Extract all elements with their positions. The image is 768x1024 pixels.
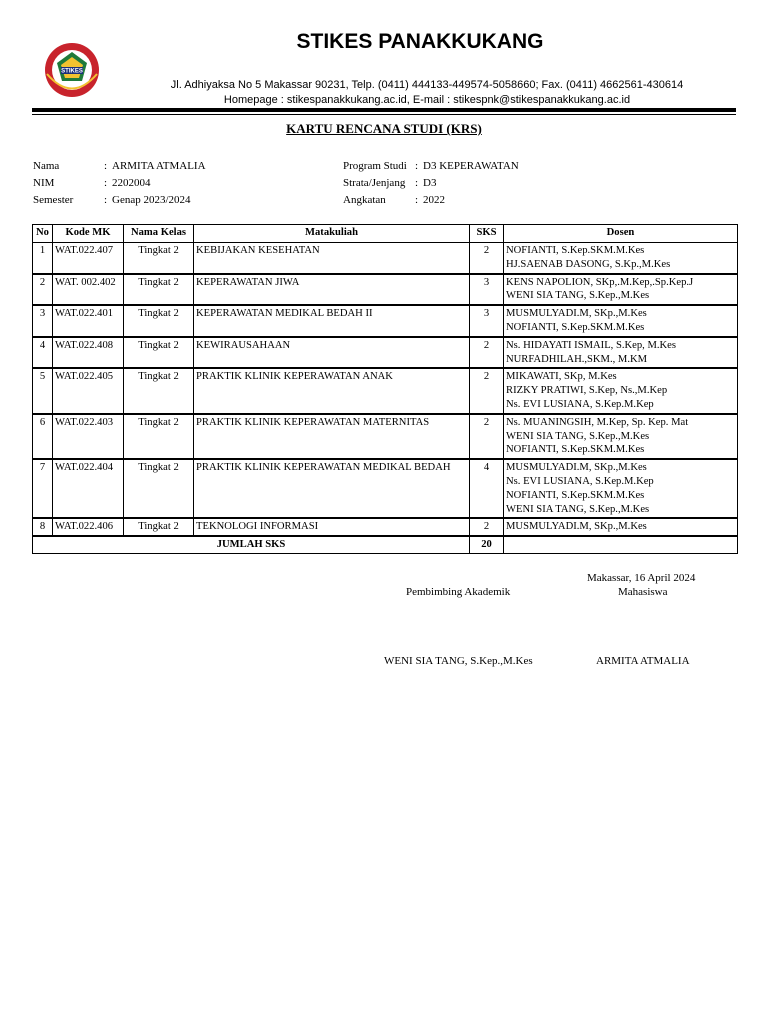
cell-kode-mk: WAT.022.405 <box>53 368 124 413</box>
cell-no: 6 <box>33 414 53 459</box>
info-row-strata <box>343 175 519 192</box>
cell-no: 4 <box>33 337 53 369</box>
dosen-name: WENI SIA TANG, S.Kep.,M.Kes <box>506 503 650 515</box>
advisor-name: WENI SIA TANG, S.Kep.,M.Kes <box>384 655 533 667</box>
cell-kode-mk: WAT.022.403 <box>53 414 124 459</box>
dosen-name: NOFIANTI, S.Kep.SKM.M.Kes <box>506 444 645 456</box>
info-row-angkatan <box>343 192 519 209</box>
cell-dosen <box>504 459 738 518</box>
total-sks: 20 <box>470 536 504 553</box>
krs-table <box>32 224 738 554</box>
info-separator: : <box>104 177 108 189</box>
dosen-name: Ns. HIDAYATI ISMAIL, S.Kep, M.Kes <box>506 339 676 351</box>
student-name: ARMITA ATMALIA <box>596 655 690 667</box>
header-sks: SKS <box>470 225 504 243</box>
table-row <box>33 459 738 518</box>
cell-sks: 2 <box>470 414 504 459</box>
dosen-name: KENS NAPOLION, SKp,.M.Kep,.Sp.Kep.J <box>506 276 694 288</box>
table-row <box>33 243 738 274</box>
total-empty-cell <box>504 536 738 553</box>
cell-sks: 2 <box>470 243 504 274</box>
header-kode-mk: Kode MK <box>53 225 124 243</box>
info-separator: : <box>415 177 419 189</box>
document-title: KARTU RENCANA STUDI (KRS) <box>286 121 482 136</box>
info-separator: : <box>104 160 108 172</box>
cell-nama-kelas: Tingkat 2 <box>124 305 194 337</box>
info-value: Genap 2023/2024 <box>112 194 191 206</box>
cell-sks: 3 <box>470 305 504 337</box>
cell-dosen <box>504 518 738 536</box>
info-label: Nama <box>33 160 60 172</box>
cell-no: 8 <box>33 518 53 536</box>
info-row-semester <box>33 192 206 209</box>
dosen-name: WENI SIA TANG, S.Kep.,M.Kes <box>506 290 650 302</box>
cell-matakuliah: KEWIRAUSAHAAN <box>194 337 470 369</box>
cell-matakuliah: KEBIJAKAN KESEHATAN <box>194 243 470 274</box>
info-row-nama <box>33 158 206 175</box>
sign-place-date: Makassar, 16 April 2024 <box>587 572 696 584</box>
info-separator: : <box>415 160 419 172</box>
student-info-left <box>33 158 206 209</box>
header-matakuliah: Matakuliah <box>194 225 470 243</box>
institution-contact: Homepage : stikespanakkukang.ac.id, E-mail : stikespnk@stikespanakkukang.ac.id <box>223 94 631 106</box>
header-no: No <box>33 225 53 243</box>
table-row <box>33 274 738 306</box>
cell-kode-mk: WAT.022.401 <box>53 305 124 337</box>
header-dosen: Dosen <box>504 225 738 243</box>
dosen-name: WENI SIA TANG, S.Kep.,M.Kes <box>506 430 650 442</box>
dosen-name: RIZKY PRATIWI, S.Kep, Ns.,M.Kep <box>506 385 668 397</box>
cell-dosen <box>504 414 738 459</box>
cell-matakuliah: KEPERAWATAN JIWA <box>194 274 470 306</box>
info-label: Angkatan <box>343 194 386 206</box>
dosen-name: Ns. MUANINGSIH, M.Kep, Sp. Kep. Mat <box>506 416 689 428</box>
dosen-name: MUSMULYADI.M, SKp.,M.Kes <box>506 521 647 533</box>
table-header-row <box>33 225 738 243</box>
svg-text:STIKES: STIKES <box>61 68 83 75</box>
cell-matakuliah: KEPERAWATAN MEDIKAL BEDAH II <box>194 305 470 337</box>
dosen-name: MIKAWATI, SKp, M.Kes <box>506 371 617 383</box>
cell-no: 2 <box>33 274 53 306</box>
info-label: Semester <box>33 194 74 206</box>
cell-no: 3 <box>33 305 53 337</box>
info-value: D3 <box>423 177 437 189</box>
cell-dosen <box>504 305 738 337</box>
table-total-row <box>33 536 738 553</box>
cell-sks: 4 <box>470 459 504 518</box>
dosen-name: NOFIANTI, S.Kep.SKM.M.Kes <box>506 321 645 333</box>
info-value: 2022 <box>423 194 445 206</box>
cell-matakuliah: PRAKTIK KLINIK KEPERAWATAN MEDIKAL BEDAH <box>194 459 470 518</box>
total-label: JUMLAH SKS <box>33 536 470 553</box>
info-row-program-studi <box>343 158 519 175</box>
dosen-name: NOFIANTI, S.Kep.SKM.M.Kes <box>506 489 645 501</box>
info-row-nim <box>33 175 206 192</box>
cell-sks: 2 <box>470 337 504 369</box>
table-row <box>33 337 738 369</box>
info-value: D3 KEPERAWATAN <box>423 160 519 172</box>
table-row <box>33 368 738 413</box>
cell-matakuliah: PRAKTIK KLINIK KEPERAWATAN MATERNITAS <box>194 414 470 459</box>
institution-name: STIKES PANAKKUKANG <box>296 30 544 53</box>
institution-logo <box>37 41 107 99</box>
institution-address: Jl. Adhiyaksa No 5 Makassar 90231, Telp. (0411) 444133-449574-5058660; Fax. (0411) 4662561-430614 <box>170 79 684 91</box>
table-row <box>33 305 738 337</box>
table-row <box>33 518 738 536</box>
info-separator: : <box>415 194 419 206</box>
cell-nama-kelas: Tingkat 2 <box>124 337 194 369</box>
cell-sks: 2 <box>470 518 504 536</box>
dosen-name: Ns. EVI LUSIANA, S.Kep.M.Kep <box>506 475 654 487</box>
cell-dosen <box>504 337 738 369</box>
cell-nama-kelas: Tingkat 2 <box>124 414 194 459</box>
cell-nama-kelas: Tingkat 2 <box>124 274 194 306</box>
dosen-name: MUSMULYADI.M, SKp.,M.Kes <box>506 308 647 320</box>
info-label: NIM <box>33 177 55 189</box>
header-rule-thin <box>32 114 736 115</box>
student-info-right <box>343 158 519 209</box>
dosen-name: MUSMULYADI.M, SKp.,M.Kes <box>506 462 647 474</box>
info-label: Program Studi <box>343 160 407 172</box>
cell-sks: 3 <box>470 274 504 306</box>
dosen-name: NOFIANTI, S.Kep.SKM.M.Kes <box>506 245 645 256</box>
cell-matakuliah: PRAKTIK KLINIK KEPERAWATAN ANAK <box>194 368 470 413</box>
cell-no: 1 <box>33 243 53 274</box>
cell-dosen <box>504 243 738 274</box>
info-separator: : <box>104 194 108 206</box>
cell-dosen <box>504 274 738 306</box>
cell-sks: 2 <box>470 368 504 413</box>
student-label: Mahasiswa <box>618 586 668 598</box>
cell-nama-kelas: Tingkat 2 <box>124 459 194 518</box>
cell-no: 5 <box>33 368 53 413</box>
info-value: ARMITA ATMALIA <box>112 160 206 172</box>
cell-kode-mk: WAT.022.406 <box>53 518 124 536</box>
institution-address-block <box>120 78 734 108</box>
table-row <box>33 414 738 459</box>
cell-nama-kelas: Tingkat 2 <box>124 368 194 413</box>
header-nama-kelas: Nama Kelas <box>124 225 194 243</box>
cell-no: 7 <box>33 459 53 518</box>
cell-matakuliah: TEKNOLOGI INFORMASI <box>194 518 470 536</box>
dosen-name: NURFADHILAH.,SKM., M.KM <box>506 353 648 365</box>
info-label: Strata/Jenjang <box>343 177 406 189</box>
header-rule-thick <box>32 108 736 112</box>
cell-kode-mk: WAT. 002.402 <box>53 274 124 306</box>
cell-nama-kelas: Tingkat 2 <box>124 243 194 274</box>
cell-kode-mk: WAT.022.408 <box>53 337 124 369</box>
cell-dosen <box>504 368 738 413</box>
cell-kode-mk: WAT.022.407 <box>53 243 124 274</box>
cell-nama-kelas: Tingkat 2 <box>124 518 194 536</box>
table-body <box>33 243 738 537</box>
advisor-label: Pembimbing Akademik <box>406 586 511 598</box>
dosen-name: Ns. EVI LUSIANA, S.Kep.M.Kep <box>506 398 654 410</box>
info-value: 2202004 <box>112 177 151 189</box>
dosen-name: HJ.SAENAB DASONG, S.Kp.,M.Kes <box>506 258 671 270</box>
cell-kode-mk: WAT.022.404 <box>53 459 124 518</box>
